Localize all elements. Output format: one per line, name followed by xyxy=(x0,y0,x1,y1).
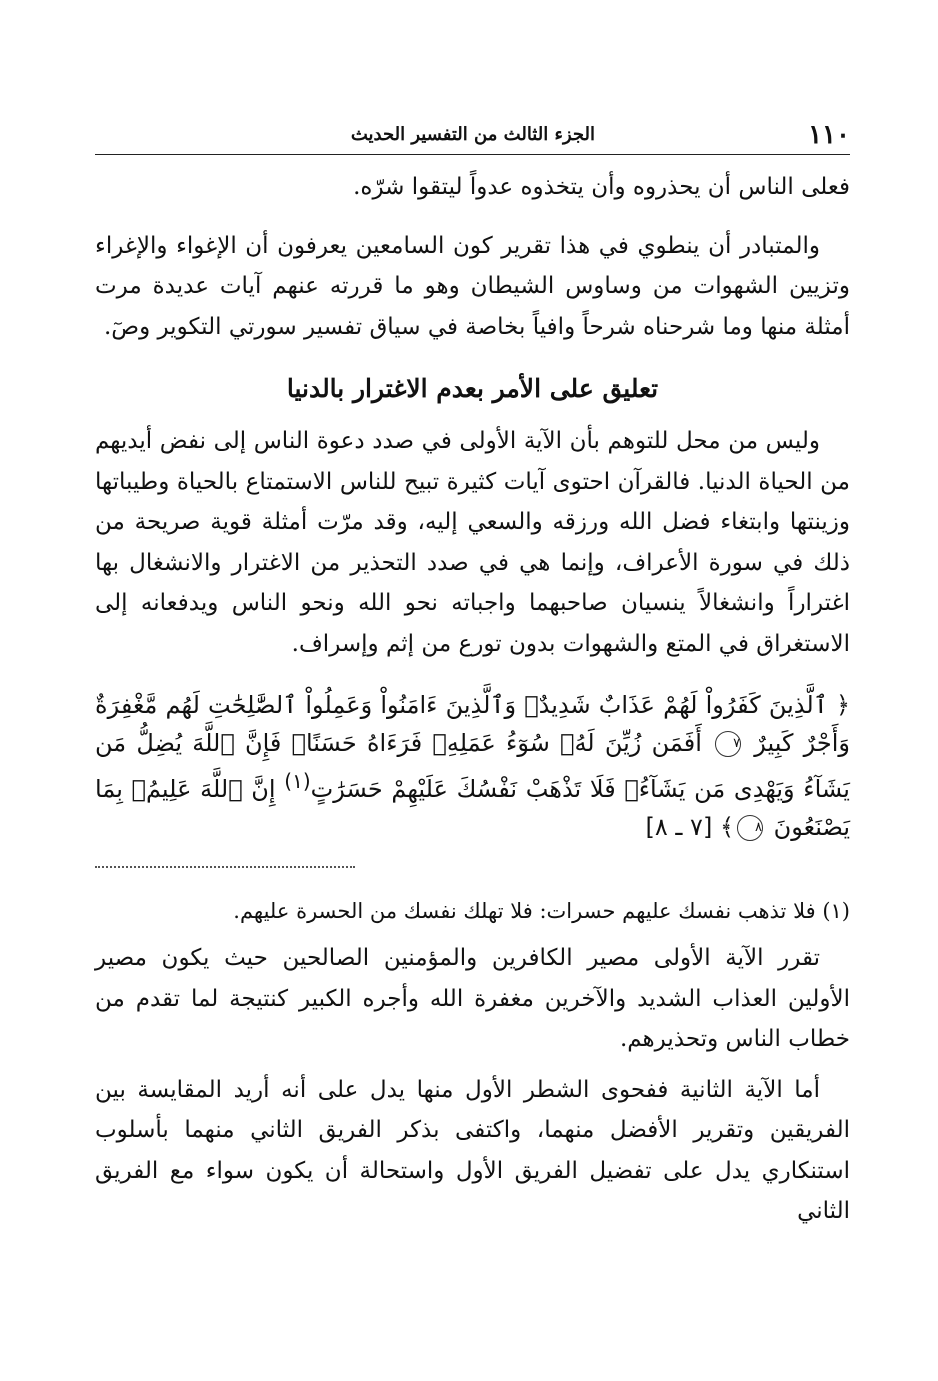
quran-verse-7-text: ٱلَّذِينَ كَفَرُواْ لَهُمْ عَذَابٌ شَدِيدٌۖ وَٱلَّذِينَ ءَامَنُواْ وَعَمِلُواْ ٱلصَّٰلِحَٰتِ لَهُم مَّغْفِرَةٌ وَأَجْرٌ كَبِيرٌ xyxy=(95,691,850,757)
book-page xyxy=(95,110,850,1350)
verse-reference: [٧ ـ ٨] xyxy=(645,813,713,841)
quran-verse-8-ending: إِنَّ ٱللَّهَ عَلِيمُۢ بِمَا يَصْنَعُونَ xyxy=(95,775,850,841)
paragraph-temptation: والمتبادر أن ينطوي في هذا تقرير كون السامعين يعرفون أن الإغواء والإغراء وتزيين الشهوات من وساوس الشيطان وهو ما قررته عنهم آيات عديدة مرت أمثلة منها وما شرحناه شرحاً وافياً بخاصة في سياق تفسير سورتي التكوير وصٓ. xyxy=(95,232,850,340)
paragraph-second-verse: أما الآية الثانية ففحوى الشطر الأول منها يدل على أنه أريد المقايسة بين الفريقين وتقرير الأفضل منهما، واكتفى بذكر الفريق الثاني منهما بأسلوب استنكاري يدل على تفضيل الفريق الأول واستحالة أن يكون سواء مع الفريق الثاني xyxy=(95,1076,850,1224)
footnote-divider xyxy=(95,866,355,868)
paragraph-first-verse: تقرر الآية الأولى مصير الكافرين والمؤمنين الصالحين حيث يكون مصير الأولين العذاب الشديد والآخرين مغفرة الله وأجره الكبير كنتيجة لما تقدم من خطاب الناس وتحذيرهم. xyxy=(95,945,850,1052)
verse-number-8: ٨ xyxy=(737,815,763,841)
running-title: الجزء الثالث من التفسير الحديث xyxy=(350,124,595,145)
paragraph-continuation: فعلى الناس أن يحذروه وأن يتخذوه عدواً ليتقوا شرّه. xyxy=(353,174,850,200)
footnote-reference: (١) xyxy=(284,769,311,793)
section-heading: تعليق على الأمر بعدم الاغترار بالدنيا xyxy=(286,374,659,403)
verse-number-7: ٧ xyxy=(715,731,741,757)
quran-verses xyxy=(95,686,850,846)
paragraph-commentary: وليس من محل للتوهم بأن الآية الأولى في صدد دعوة الناس إلى نفض أيديهم من الحياة الدنيا. فالقرآن احتوى آيات كثيرة تبيح للناس الاستمتاع بالحياة وطيباتها وزينتها وابتغاء فضل الله ورزقه والسعي إليه، وقد مرّت أمثلة قوية صريحة من ذلك في سورة الأعراف، وإنما هي في صدد التحذير من الاغترار والانشغال بها اغتراراً وانشغالاً ينسيان صاحبهما واجباته نحو الله ونحو الناس ويدفعانه إلى الاستغراق في المتع والشهوات بدون تورع من إثم وإسراف. xyxy=(95,428,850,657)
quran-open-bracket: ﴿ xyxy=(835,691,850,719)
quran-close-bracket: ﴾ xyxy=(719,813,735,841)
page-header xyxy=(95,110,850,155)
footnote: (١) فلا تذهب نفسك عليهم حسرات: فلا تهلك نفسك من الحسرة عليهم. xyxy=(233,899,850,923)
quran-verse-8-text: أَفَمَن زُيِّنَ لَهُۥ سُوٓءُ عَمَلِهِۦ فَرَءَاهُ حَسَنًاۖ فَإِنَّ ٱللَّهَ يُضِلُّ مَن يَشَآءُ وَيَهْدِى مَن يَشَآءُۖ فَلَا تَذْهَبْ نَفْسُكَ عَلَيْهِمْ حَسَرَٰتٍ xyxy=(95,729,850,803)
page-number: ١١٠ xyxy=(808,120,850,150)
